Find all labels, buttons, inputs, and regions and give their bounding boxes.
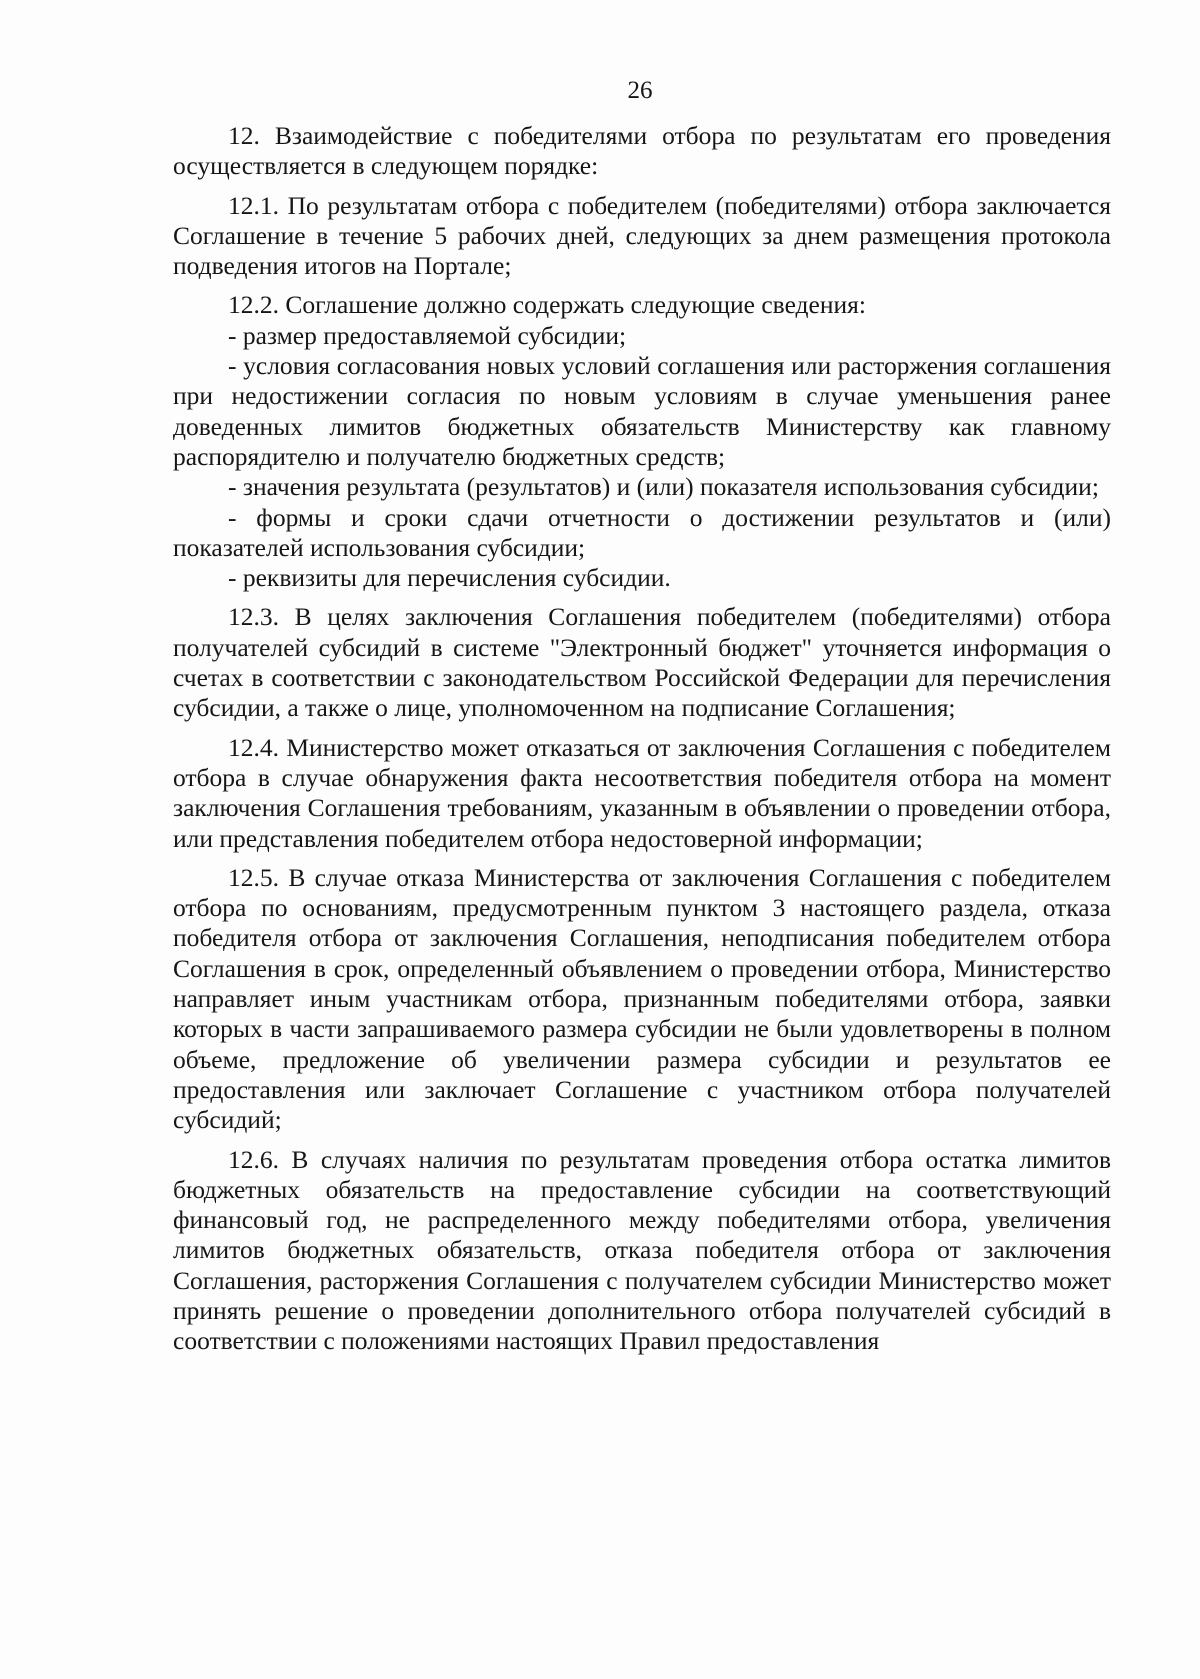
paragraph-12-2: 12.2. Соглашение должно содержать следующие сведения: bbox=[228, 290, 866, 320]
page-number: 26 bbox=[627, 77, 653, 104]
paragraph-12: 12. Взаимодействие с победителями отбора по результатам его проведения осуществляется в следующем порядке: bbox=[173, 121, 1111, 181]
list-item-agreement-conditions: - условия согласования новых условий соглашения или расторжения соглашения при недостижении согласия по новым условиям в случае уменьшения ранее доведенных лимитов бюджетных обязательств Министерству как главному распорядителю и получателю бюджетных средств; bbox=[173, 351, 1111, 471]
document-body bbox=[173, 121, 1111, 1357]
paragraph-12-1: 12.1. По результатам отбора с победителем (победителями) отбора заключается Соглашение в течение 5 рабочих дней, следующих за днем размещения протокола подведения итогов на Портале; bbox=[173, 190, 1111, 281]
list-item-reporting: - формы и сроки сдачи отчетности о достижении результатов и (или) показателей использования субсидии; bbox=[173, 502, 1111, 562]
paragraph-12-4: 12.4. Министерство может отказаться от заключения Соглашения с победителем отбора в случае обнаружения факта несоответствия победителя отбора на момент заключения Соглашения требованиям, указанным в объявлении о проведении отбора, или представления победителем отбора недостоверной информации; bbox=[173, 732, 1111, 853]
list-item-subsidy-size: - размер предоставляемой субсидии; bbox=[228, 320, 627, 350]
list-item-requisites: - реквизиты для перечисления субсидии. bbox=[228, 563, 671, 593]
paragraph-12-6: 12.6. В случаях наличия по результатам проведения отбора остатка лимитов бюджетных обязательств на предоставление субсидии на соответствующий финансовый год, не распределенного между победителями отбора, увеличения лимитов бюджетных обязательств, отказа победителя отбора от заключения Соглашения, расторжения Соглашения с получателем субсидии Министерство может принять решение о проведении дополнительного отбора получателей субсидий в соответствии с положениями настоящих Правил предоставления bbox=[173, 1144, 1111, 1356]
list-item-result-values: - значения результата (результатов) и (или) показателя использования субсидии; bbox=[228, 472, 1099, 502]
paragraph-12-3: 12.3. В целях заключения Соглашения победителем (победителями) отбора получателей субсидий в системе "Электронный бюджет" уточняется информация о счетах в соответствии с законодательством Российской Федерации для перечисления субсидии, а также о лице, уполномоченном на подписание Соглашения; bbox=[173, 602, 1111, 723]
paragraph-12-5: 12.5. В случае отказа Министерства от заключения Соглашения с победителем отбора по основаниям, предусмотренным пунктом 3 настоящего раздела, отказа победителя отбора от заключения Соглашения, неподписания победителем отбора Соглашения в срок, определенный объявлением о проведении отбора, Министерство направляет иным участникам отбора, признанным победителями отбора, заявки которых в части запрашиваемого размера субсидии не были удовлетворены в полном объеме, предложение об увеличении размера субсидии и результатов ее предоставления или заключает Соглашение с участником отбора получателей субсидий; bbox=[173, 862, 1111, 1135]
